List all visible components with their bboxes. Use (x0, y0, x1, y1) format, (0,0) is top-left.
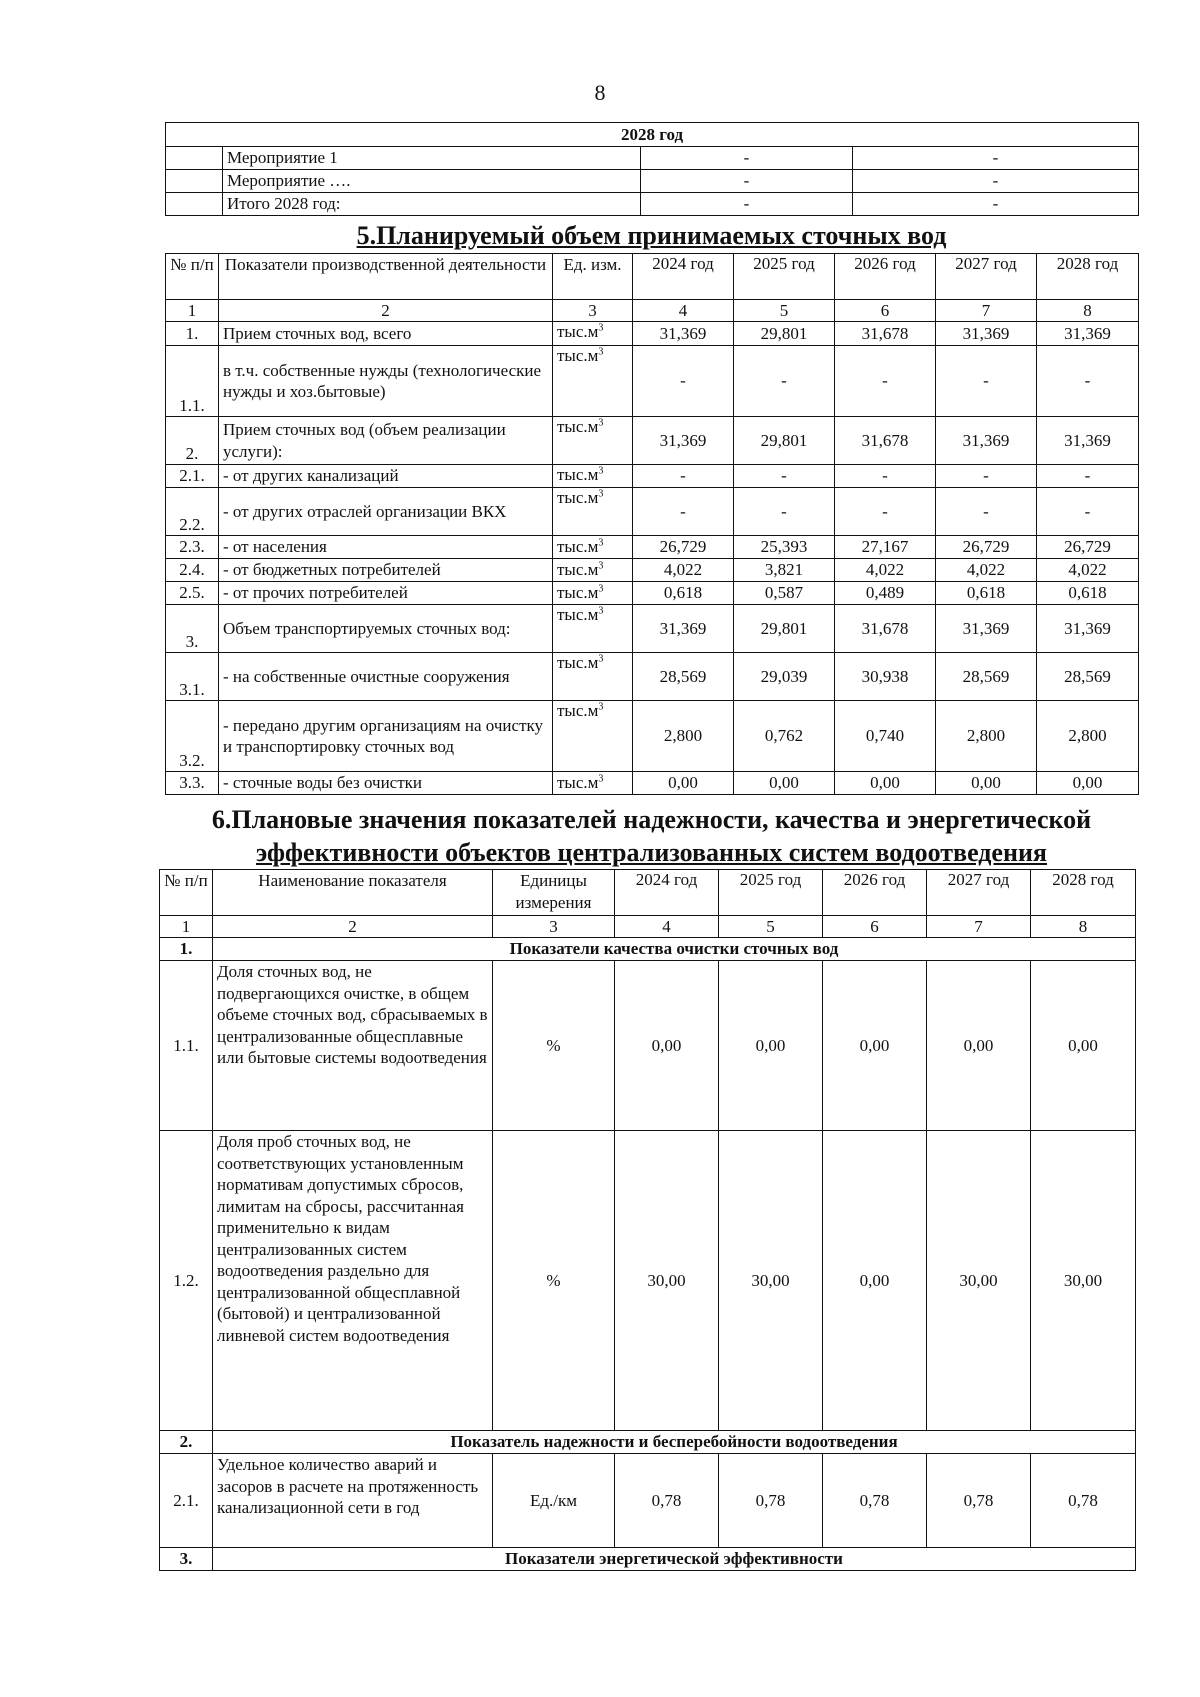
row-unit: $тыс.м^3$ (553, 582, 633, 605)
group-title: Показатели качества очистки сточных вод (213, 938, 1136, 961)
row-value: 3,821 (734, 559, 835, 582)
row-value: 30,00 (615, 1131, 719, 1431)
column-number: 8 (1037, 300, 1139, 322)
measure-value: - (853, 147, 1139, 170)
column-number-row (160, 916, 1136, 938)
row-value: 0,78 (719, 1454, 823, 1548)
row-indicator: - на собственные очистные сооружения (219, 653, 553, 701)
table-row (166, 536, 1139, 559)
col-header-indicator: Наименование показателя (213, 870, 493, 916)
row-value: 2,800 (1037, 701, 1139, 772)
row-value: - (936, 465, 1037, 488)
row-unit: $тыс.м^3$ (553, 346, 633, 417)
row-value: 4,022 (835, 559, 936, 582)
row-value: 0,78 (1031, 1454, 1136, 1548)
row-indicator: - от населения (219, 536, 553, 559)
table-row (166, 346, 1139, 417)
row-value: 0,00 (719, 961, 823, 1131)
row-value: 0,00 (1037, 772, 1139, 795)
column-number: 4 (633, 300, 734, 322)
group-row (160, 938, 1136, 961)
row-value: - (835, 488, 936, 536)
row-value: 26,729 (936, 536, 1037, 559)
row-value: - (936, 346, 1037, 417)
section-6-title-line2: эффективности объектов централизованных систем водоотведения (255, 838, 1048, 867)
col-header-unit: Ед. изм. (553, 254, 633, 300)
row-value: 0,00 (835, 772, 936, 795)
row-number: 1. (166, 322, 219, 346)
section-6-table (159, 869, 1136, 1571)
table-row (166, 147, 1139, 170)
measure-value: - (853, 193, 1139, 216)
row-value: 0,618 (936, 582, 1037, 605)
row-indicator: Доля проб сточных вод, не соответствующих установленным нормативам допустимых сбросов, лимитам на сбросы, рассчитанная применительно к видам централизованных систем водоотведения раздельно для централизованной общесплавной (бытовой) и централизованной ливневой систем водоотведения (213, 1131, 493, 1431)
row-value: 31,678 (835, 605, 936, 653)
row-unit: $тыс.м^3$ (553, 772, 633, 795)
measure-value: - (641, 147, 853, 170)
row-value: 26,729 (1037, 536, 1139, 559)
measure-label: Мероприятие …. (223, 170, 641, 193)
group-number: 2. (160, 1431, 213, 1454)
group-title: Показатель надежности и бесперебойности водоотведения (213, 1431, 1136, 1454)
row-value: 2,800 (936, 701, 1037, 772)
row-indicator: - от других канализаций (219, 465, 553, 488)
row-value: - (1037, 465, 1139, 488)
row-number: 2. (166, 417, 219, 465)
row-value: 31,678 (835, 417, 936, 465)
table-row (166, 417, 1139, 465)
row-value: 0,00 (823, 961, 927, 1131)
row-indicator: Доля сточных вод, не подвергающихся очистке, в общем объеме сточных вод, сбрасываемых в централизованные общесплавные или бытовые системы водоотведения (213, 961, 493, 1131)
row-value: 2,800 (633, 701, 734, 772)
row-unit: $тыс.м^3$ (553, 559, 633, 582)
table-header-row (166, 254, 1139, 300)
row-value: 0,740 (835, 701, 936, 772)
row-unit: $тыс.м^3$ (553, 322, 633, 346)
row-number: 1.2. (160, 1131, 213, 1431)
column-number-row (166, 300, 1139, 322)
row-value: - (633, 465, 734, 488)
row-value: 31,369 (633, 605, 734, 653)
row-value: 0,618 (633, 582, 734, 605)
row-value: 28,569 (936, 653, 1037, 701)
row-value: 31,369 (633, 417, 734, 465)
row-indicator: - сточные воды без очистки (219, 772, 553, 795)
row-unit: % (493, 1131, 615, 1431)
col-header-year: 2026 год (835, 254, 936, 300)
table-row (166, 772, 1139, 795)
column-number: 2 (219, 300, 553, 322)
row-unit: $тыс.м^3$ (553, 465, 633, 488)
row-indicator: - передано другим организациям на очистку и транспортировку сточных вод (219, 701, 553, 772)
row-value: 26,729 (633, 536, 734, 559)
page-number: 8 (594, 80, 606, 105)
row-unit: Ед./км (493, 1454, 615, 1548)
row-value: - (633, 488, 734, 536)
column-number: 7 (927, 916, 1031, 938)
row-value: 30,00 (927, 1131, 1031, 1431)
row-value: 0,489 (835, 582, 936, 605)
row-number: 3.1. (166, 653, 219, 701)
row-value: 0,00 (936, 772, 1037, 795)
group-title: Показатели энергетической эффективности (213, 1548, 1136, 1571)
row-value: 0,587 (734, 582, 835, 605)
row-value: 0,00 (734, 772, 835, 795)
row-value: 27,167 (835, 536, 936, 559)
row-value: 0,00 (615, 961, 719, 1131)
row-value: - (1037, 488, 1139, 536)
row-value: 31,369 (936, 605, 1037, 653)
row-value: 30,938 (835, 653, 936, 701)
row-unit: $тыс.м^3$ (553, 417, 633, 465)
row-indicator: Прием сточных вод (объем реализации услуги): (219, 417, 553, 465)
row-number: 2.4. (166, 559, 219, 582)
row-number: 2.3. (166, 536, 219, 559)
row-unit: $тыс.м^3$ (553, 536, 633, 559)
row-value: 29,801 (734, 322, 835, 346)
column-number: 6 (823, 916, 927, 938)
row-value: 29,801 (734, 605, 835, 653)
row-value: 31,369 (1037, 605, 1139, 653)
row-unit: $тыс.м^3$ (553, 701, 633, 772)
row-value: 28,569 (1037, 653, 1139, 701)
column-number: 7 (936, 300, 1037, 322)
row-value: 0,78 (823, 1454, 927, 1548)
table-row (160, 1131, 1136, 1431)
row-value: 0,618 (1037, 582, 1139, 605)
table-row (166, 605, 1139, 653)
row-value: 30,00 (719, 1131, 823, 1431)
column-number: 1 (160, 916, 213, 938)
row-number: 1.1. (166, 346, 219, 417)
column-number: 5 (734, 300, 835, 322)
row-value: 29,039 (734, 653, 835, 701)
table-header-row (160, 870, 1136, 916)
row-value: - (1037, 346, 1139, 417)
col-header-num: № п/п (160, 870, 213, 916)
column-number: 8 (1031, 916, 1136, 938)
col-header-year: 2026 год (823, 870, 927, 916)
col-header-unit: Единицы измерения (493, 870, 615, 916)
row-value: 28,569 (633, 653, 734, 701)
col-header-year: 2028 год (1031, 870, 1136, 916)
row-indicator: Объем транспортируемых сточных вод: (219, 605, 553, 653)
row-indicator: - от других отраслей организации ВКХ (219, 488, 553, 536)
row-value: 25,393 (734, 536, 835, 559)
row-indicator: - от бюджетных потребителей (219, 559, 553, 582)
row-number: 2.2. (166, 488, 219, 536)
row-value: - (936, 488, 1037, 536)
row-value: 0,00 (927, 961, 1031, 1131)
col-header-year: 2027 год (936, 254, 1037, 300)
col-header-indicator: Показатели производственной деятельности (219, 254, 553, 300)
row-value: 4,022 (633, 559, 734, 582)
column-number: 3 (553, 300, 633, 322)
row-unit: $тыс.м^3$ (553, 488, 633, 536)
table-row (166, 170, 1139, 193)
row-number: 3.2. (166, 701, 219, 772)
row-number: 3. (166, 605, 219, 653)
row-value: 0,78 (927, 1454, 1031, 1548)
table-row (166, 701, 1139, 772)
group-number: 3. (160, 1548, 213, 1571)
group-row (160, 1548, 1136, 1571)
row-value: 31,369 (1037, 417, 1139, 465)
row-value: 4,022 (1037, 559, 1139, 582)
table-row (166, 582, 1139, 605)
col-header-year: 2028 год (1037, 254, 1139, 300)
row-value: - (835, 465, 936, 488)
measure-value: - (641, 170, 853, 193)
row-unit: $тыс.м^3$ (553, 653, 633, 701)
measure-label: Мероприятие 1 (223, 147, 641, 170)
col-header-year: 2027 год (927, 870, 1031, 916)
table-2028-measures (165, 122, 1139, 216)
row-indicator: в т.ч. собственные нужды (технологические нужды и хоз.бытовые) (219, 346, 553, 417)
row-value: 0,00 (1031, 961, 1136, 1131)
col-header-num: № п/п (166, 254, 219, 300)
row-value: - (633, 346, 734, 417)
group-number: 1. (160, 938, 213, 961)
measure-label: Итого 2028 год: (223, 193, 641, 216)
row-value: 0,00 (823, 1131, 927, 1431)
table-row (160, 1454, 1136, 1548)
table-row (166, 193, 1139, 216)
col-header-year: 2024 год (615, 870, 719, 916)
row-number: 2.5. (166, 582, 219, 605)
row-value: 30,00 (1031, 1131, 1136, 1431)
row-value: - (734, 346, 835, 417)
row-indicator: Удельное количество аварий и засоров в расчете на протяженность канализационной сети в год (213, 1454, 493, 1548)
col-header-year: 2025 год (734, 254, 835, 300)
row-unit: % (493, 961, 615, 1131)
column-number: 5 (719, 916, 823, 938)
row-value: 0,78 (615, 1454, 719, 1548)
row-value: 29,801 (734, 417, 835, 465)
table-row (166, 653, 1139, 701)
row-value: - (734, 488, 835, 536)
measure-value: - (853, 170, 1139, 193)
table-row (166, 488, 1139, 536)
row-value: 31,678 (835, 322, 936, 346)
row-value: 0,00 (633, 772, 734, 795)
group-row (160, 1431, 1136, 1454)
section-6-title-line1: 6.Плановые значения показателей надежности, качества и энергетической (211, 805, 1092, 834)
measure-value: - (641, 193, 853, 216)
row-value: - (734, 465, 835, 488)
column-number: 4 (615, 916, 719, 938)
row-number: 2.1. (166, 465, 219, 488)
col-header-year: 2024 год (633, 254, 734, 300)
table-2028-header: 2028 год (166, 123, 1139, 147)
section-5-table (165, 253, 1139, 795)
row-value: 31,369 (1037, 322, 1139, 346)
row-value: 31,369 (633, 322, 734, 346)
column-number: 6 (835, 300, 936, 322)
table-row (166, 559, 1139, 582)
row-indicator: - от прочих потребителей (219, 582, 553, 605)
row-indicator: Прием сточных вод, всего (219, 322, 553, 346)
table-row (160, 961, 1136, 1131)
row-value: 0,762 (734, 701, 835, 772)
col-header-year: 2025 год (719, 870, 823, 916)
section-5-title: 5.Планируемый объем принимаемых сточных вод (356, 221, 947, 250)
row-value: 4,022 (936, 559, 1037, 582)
column-number: 3 (493, 916, 615, 938)
row-value: - (835, 346, 936, 417)
row-value: 31,369 (936, 322, 1037, 346)
row-unit: $тыс.м^3$ (553, 605, 633, 653)
row-number: 3.3. (166, 772, 219, 795)
table-row (166, 322, 1139, 346)
row-number: 1.1. (160, 961, 213, 1131)
row-value: 31,369 (936, 417, 1037, 465)
row-number: 2.1. (160, 1454, 213, 1548)
column-number: 1 (166, 300, 219, 322)
table-row (166, 465, 1139, 488)
column-number: 2 (213, 916, 493, 938)
